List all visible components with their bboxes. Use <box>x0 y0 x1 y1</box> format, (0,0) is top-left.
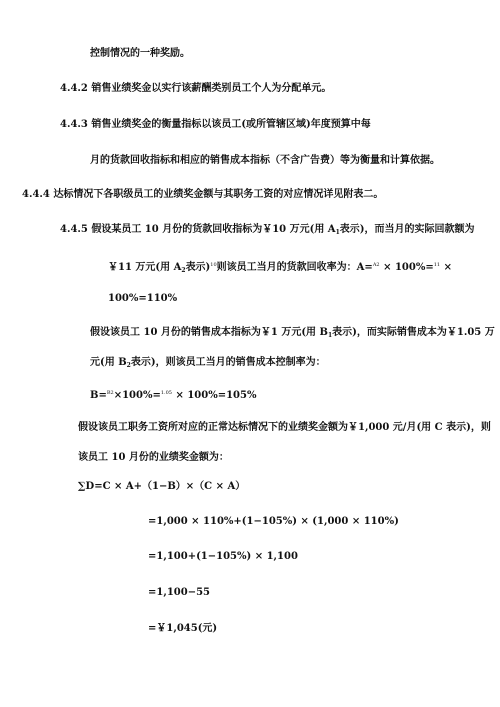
text-line: 假设该员工职务工资所对应的正常达标情况下的业绩奖金额为￥1,000 元/月(用 C 表示)，则 <box>78 422 491 433</box>
text-line: 该员工 10 月份的业绩奖金额为： <box>78 452 229 463</box>
clause-4-4-2: 4.4.2 销售业绩奖金以实行该薪酬类别员工个人为分配单元。 <box>60 83 332 94</box>
text-line: 控制情况的一种奖励。 <box>90 48 190 59</box>
text-line: 假设该员工 10 月份的销售成本指标为￥1 万元(用 $B_1$表示)，而实际销售成本为￥1.05 万 <box>90 327 495 339</box>
clause-4-4-5: 4.4.5 假设某员工 10 月份的货款回收指标为￥10 万元(用 $A_1$表示)，而当月的实际回款额为 <box>60 224 475 236</box>
clause-4-4-3: 4.4.3 销售业绩奖金的衡量指标以该员工(或所管辖区域)年度预算中每 <box>60 119 371 130</box>
formula-result: =￥1,045(元) <box>148 623 218 634</box>
text-line: 月的货款回收指标和相应的销售成本指标（不含广告费）等为衡量和计算依据。 <box>90 155 440 166</box>
formula-line-b: B=$^{B2}$×100%=$^{1.05}$ × 100%=105% <box>90 390 257 401</box>
formula-line: =1,000 × 110%+(1−105%) × (1,000 × 110%) <box>148 516 399 527</box>
text-line: 元(用 $B_2$表示)，则该员工当月的销售成本控制率为： <box>90 357 326 369</box>
formula-line-a: ￥11 万元(用 $A_2$表示)$^{10}$则该员工当月的货款回收率为：A=$^{A2}$ × 100%=$^{11}$ × <box>108 262 452 274</box>
formula-line: =1,100+(1−105%) × 1,100 <box>148 551 298 562</box>
formula-line: =1,100−55 <box>148 587 210 598</box>
clause-4-4-4: 4.4.4 达标情况下各职级员工的业绩奖金额与其职务工资的对应情况详见附表二。 <box>22 189 384 200</box>
formula-line: ∑D=C × A+（1−B）×（C × A） <box>78 481 246 492</box>
formula-line: 100%=110% <box>108 293 178 304</box>
